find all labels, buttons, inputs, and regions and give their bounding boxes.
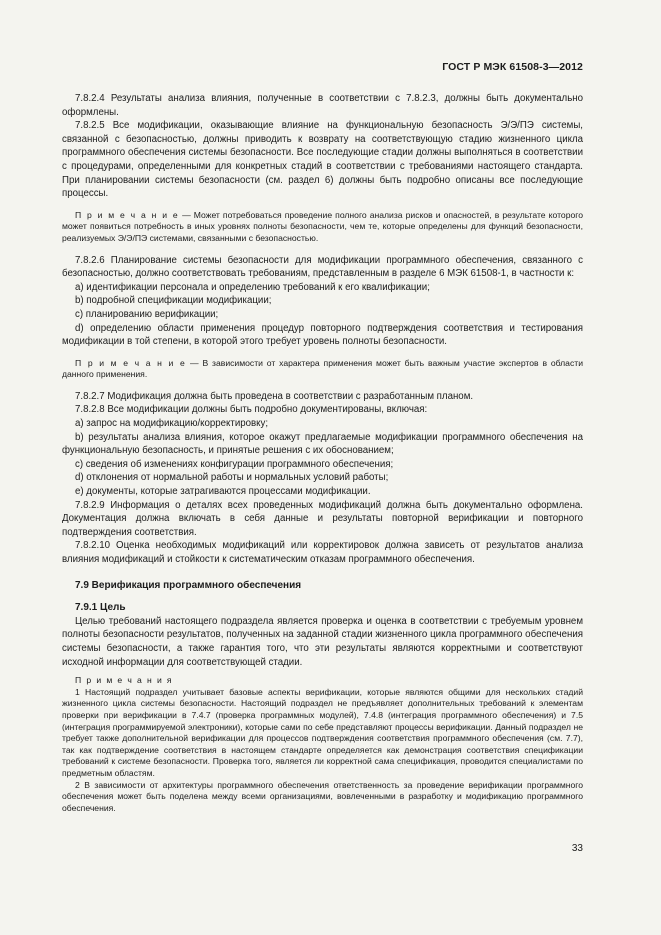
paragraph-7-8-2-4: 7.8.2.4 Результаты анализа влияния, полученные в соответствии с 7.8.2.3, должны быть документально оформлены. (62, 93, 583, 118)
paragraph-7-8-2-7: 7.8.2.7 Модификация должна быть проведена в соответствии с разработанным планом. (75, 390, 474, 402)
section-heading-7-9: 7.9 Верификация программного обеспечения (75, 579, 302, 591)
list-item: e) документы, которые затрагиваются процессами модификации. (75, 486, 371, 498)
list-item: c) планированию верификации; (75, 308, 219, 320)
note-1: 1 Настоящий подраздел учитывает базовые аспекты верификации, которые являются общими для нескольких стадий жизненного цикла системы безопасности. Настоящий подраздел не предъявляет дополнительных требований к элементам проверки при верификации в 7.4.7 (проверка программных модулей), 7.4.8 (интеграция программного обеспечения) и 7.5 (интеграция программируемой электроники), которые сами по себе представляют процессы верификации. Данный подраздел не требует также дополнительной верификации для процессов подтверждения соответствия программного обеспечения (см. 7.7), так как подтверждение соответствия в настоящем стандарте определяется как демонстрация соответствия спецификации требований к системе безопасности. Проверка того, является ли корректной сама спецификация, проводится специалистами по предметным областям. (62, 686, 583, 778)
list-item: a) запрос на модификацию/корректировку; (75, 418, 269, 430)
paragraph-7-8-2-6: 7.8.2.6 Планирование системы безопасности для модификации программного обеспечения, связанного с безопасностью, должно соответствовать требованиям, представленным в разделе 6 МЭК 61508-1, в частности к: (62, 254, 583, 280)
note-2: 2 В зависимости от архитектуры программного обеспечения ответственность за проведение верификации программного обеспечения может быть поделена между всеми организациями, вовлеченными в разработку и модификацию программного обеспечения. (62, 779, 583, 813)
note-text: — Может потребоваться проведение полного анализа рисков и опасностей, в результате которого может появиться потребность в иных уровнях полноты безопасности, чем те, которые определены для функций безопасности, реализуемых Э/Э/ПЭ системами, связанными с безопасностью. (62, 209, 583, 243)
note-label: П р и м е ч а н и е (75, 357, 187, 368)
standard-code-header: ГОСТ Р МЭК 61508-3—2012 (442, 61, 583, 73)
paragraph-7-8-2-8: 7.8.2.8 Все модификации должны быть подробно документированы, включая: (75, 404, 428, 416)
paragraph-7-8-2-9: 7.8.2.9 Информация о деталях всех проведенных модификаций должна быть документально оформлена. Документация должна включать в себя данные и результаты повторной верификации и повторного подтверждения соответствия. (62, 499, 583, 538)
list-item: b) подробной спецификации модификации; (75, 295, 272, 307)
subsection-heading-7-9-1: 7.9.1 Цель (75, 602, 126, 614)
notes-label: П р и м е ч а н и я (75, 675, 173, 686)
paragraph-7-8-2-5: 7.8.2.5 Все модификации, оказывающие влияние на функциональную безопасность Э/Э/ПЭ системы, связанной с безопасностью, должны приводить к возврату на соответствующую стадию жизненного цикла программного обеспечения системы безопасности. Все последующие стадии должны выполняться в соответствии с процедурами, определенными для конкретных стадий в соответствии с требованиями настоящего стандарта. При планировании системы безопасности (см. раздел 6) должны быть подробно описаны все последующие процессы. (62, 120, 583, 200)
list-item: a) идентификации персонала и определению требований к его квалификации; (75, 281, 430, 293)
paragraph-7-8-2-10: 7.8.2.10 Оценка необходимых модификаций или корректировок должна зависеть от результатов анализа влияния модификаций и стойкости к систематическим отказам программного обеспечения. (62, 540, 583, 565)
note-text: — В зависимости от характера применения может быть важным участие экспертов в области данного применения. (62, 357, 583, 380)
page-number: 33 (571, 843, 583, 854)
note-paragraph (62, 210, 583, 245)
list-item: b) результаты анализа влияния, которое окажут предлагаемые модификации программного обеспечения на функциональную безопасность, и принятые решения с их обоснованием; (62, 431, 583, 457)
list-item: d) отклонения от нормальной работы и нормальных условий работы; (75, 472, 389, 484)
goal-paragraph: Целью требований настоящего подраздела является проверка и оценка в соответствии с требуемым уровнем полноты безопасности результатов, полученных на заданной стадии жизненного цикла программного обеспечения системы безопасности, а также гарантия того, что эти результаты являются корректными и соответствуют исходной информации для соответствующей стадии. (62, 615, 583, 668)
main-text (62, 92, 583, 814)
note-label: П р и м е ч а н и е (75, 209, 180, 220)
list-item: d) определению области применения процедур повторного подтверждения соответствия и тестирования модификации в той степени, в которой этого требует уровень полноты безопасности. (62, 322, 583, 348)
list-item: c) сведения об изменениях конфигурации программного обеспечения; (75, 458, 394, 470)
note-paragraph (62, 358, 583, 381)
